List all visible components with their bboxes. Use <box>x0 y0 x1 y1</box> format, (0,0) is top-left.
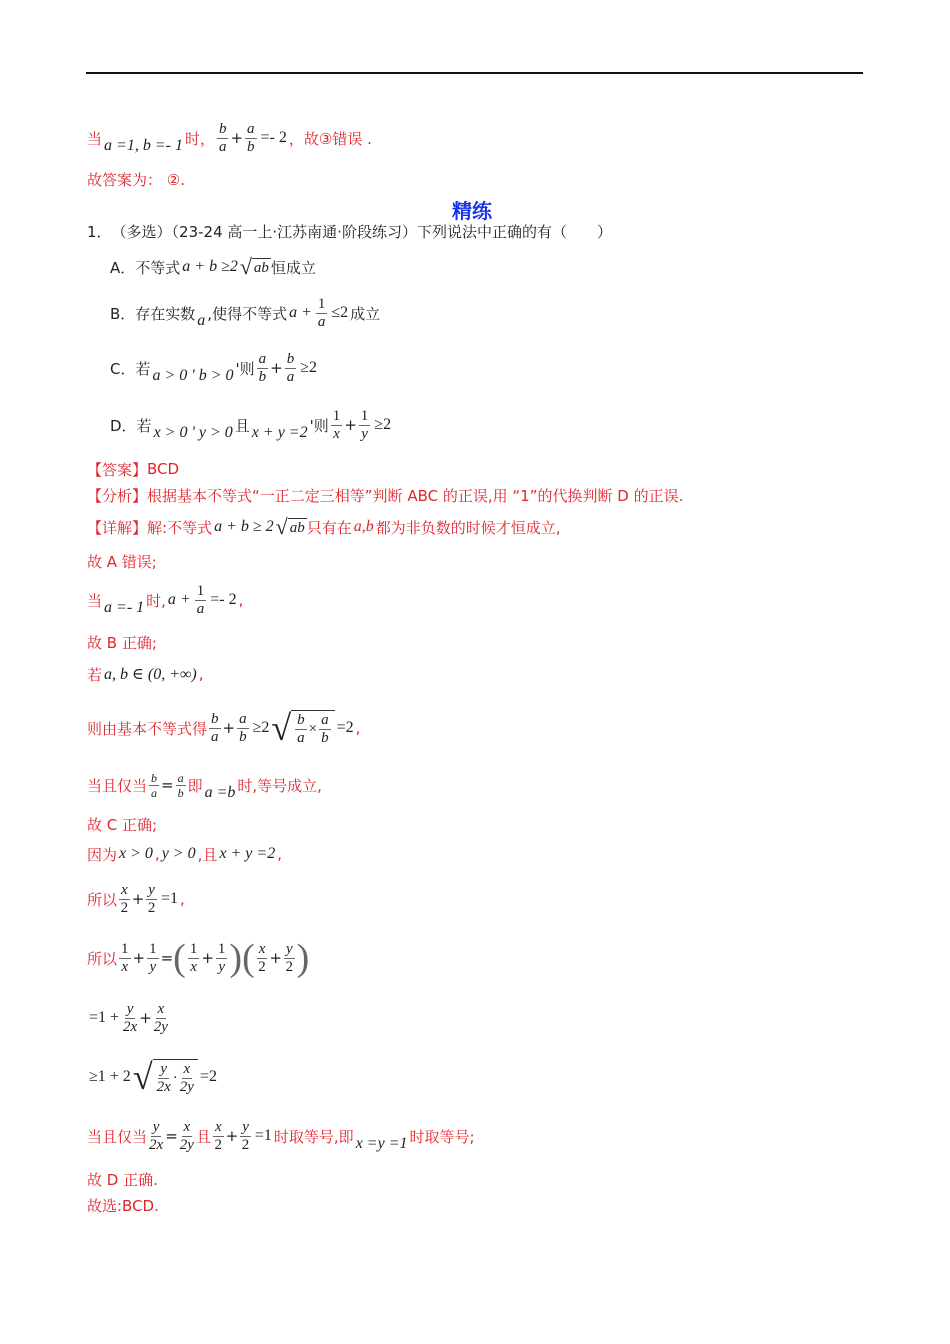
math: a + <box>167 591 191 608</box>
num: x <box>157 1000 165 1017</box>
fraction <box>119 941 131 976</box>
fraction <box>257 941 268 976</box>
sqrt: √ ab <box>239 254 269 279</box>
text: ,且 <box>197 845 218 864</box>
num: x <box>258 940 266 957</box>
den: 2x <box>149 1136 164 1153</box>
math: =1 <box>160 890 178 907</box>
den: 2 <box>285 958 294 975</box>
num: x <box>183 1060 191 1077</box>
option-c <box>110 350 319 385</box>
num: 1 <box>317 295 326 312</box>
answer-line <box>87 457 179 481</box>
math: x + y =2 <box>219 845 276 862</box>
num: x <box>214 1118 222 1135</box>
fraction <box>316 296 328 331</box>
fraction <box>180 1119 194 1154</box>
radicand: ab <box>289 519 305 536</box>
den: b <box>258 368 267 385</box>
question-text: （多选）（23-24 高一上·江苏南通·阶段练习）下列说法中正确的有（ ） <box>111 222 612 241</box>
text: , <box>355 719 361 737</box>
math: x =y =1 <box>355 1135 408 1152</box>
text: 即 <box>187 776 203 795</box>
text: 解:不等式 <box>147 518 213 537</box>
den: 2 <box>214 1136 223 1153</box>
den: 2y <box>179 1136 194 1153</box>
den: a <box>151 785 158 800</box>
den: y <box>361 425 368 442</box>
den: 2 <box>147 899 156 916</box>
analysis-tag: 【分析】 <box>87 486 148 505</box>
num: b <box>151 770 158 785</box>
math: =2 <box>199 1068 217 1085</box>
num: a <box>258 350 267 367</box>
text: 当 <box>87 591 103 610</box>
prev-line-1 <box>87 120 372 155</box>
den: a <box>297 729 305 746</box>
c-line-2 <box>87 708 361 748</box>
prev-line-2: 故答案为： ②. <box>87 170 185 189</box>
math: a > 0 ' b > 0 <box>152 367 234 384</box>
text: 只有在 <box>306 518 352 537</box>
fraction <box>295 712 307 747</box>
analysis-line <box>87 483 683 507</box>
d-line-3 <box>87 937 310 979</box>
math: ≥2 <box>300 359 317 376</box>
fraction <box>123 1001 137 1036</box>
math: a <box>197 312 206 329</box>
text: 因为 <box>87 845 118 864</box>
text: 且 <box>195 1127 211 1146</box>
den: b <box>247 138 255 155</box>
fraction <box>180 1061 194 1096</box>
op: + <box>201 949 214 967</box>
den: 2 <box>258 958 266 975</box>
text: , <box>198 665 204 683</box>
den: y <box>149 958 157 975</box>
op: × <box>308 720 318 737</box>
text: 时取等号; <box>409 1127 475 1146</box>
b-line-1 <box>87 582 244 617</box>
num: y <box>242 1118 249 1135</box>
text: 当且仅当 <box>87 1127 148 1146</box>
header-rule <box>86 72 863 74</box>
fraction <box>157 1061 171 1096</box>
d-line-1 <box>87 842 282 866</box>
fraction <box>257 351 269 386</box>
text: 所以 <box>87 890 118 909</box>
den: a <box>317 313 326 330</box>
text: 时取等号,即 <box>273 1127 354 1146</box>
den: 2x <box>123 1018 138 1035</box>
fraction <box>149 1119 163 1154</box>
den: 2y <box>179 1078 194 1095</box>
sqrt: √ $\frac{b}{a}$ × $\frac{a}{b}$ <box>271 707 334 749</box>
text: A．不等式 <box>110 258 181 277</box>
fraction <box>284 941 295 976</box>
text: 所以 <box>87 949 118 968</box>
fraction <box>245 121 257 156</box>
text: 则由基本不等式得 <box>87 719 208 738</box>
text: 时,等号成立, <box>237 776 322 795</box>
fraction <box>146 882 157 917</box>
paren: ( <box>242 937 255 979</box>
option-b <box>110 295 381 330</box>
num: 1 <box>196 582 205 599</box>
fraction <box>217 121 229 156</box>
math: a + <box>289 304 312 321</box>
den: b <box>177 785 184 800</box>
c-right: 故 C 正确; <box>87 815 158 834</box>
op: + <box>230 129 244 147</box>
den: a <box>196 600 205 617</box>
op: = <box>165 1127 178 1145</box>
fraction <box>285 351 297 386</box>
num: 1 <box>332 407 341 424</box>
math: a =1, b =- 1 <box>104 137 183 154</box>
analysis-text: 根据基本不等式“一正二定三相等”判断 ABC 的正误,用 “1”的代换判断 D 的正误. <box>147 486 684 505</box>
math: a,b <box>353 518 374 535</box>
den: y <box>218 958 225 975</box>
op: + <box>225 1127 239 1145</box>
paren: ) <box>296 937 310 979</box>
num: b <box>286 350 295 367</box>
math: x > 0 ' y > 0 <box>153 424 233 441</box>
den: 2y <box>153 1018 168 1035</box>
fraction <box>188 941 200 976</box>
num: 1 <box>360 407 369 424</box>
op: + <box>131 890 145 908</box>
op: + <box>222 719 236 737</box>
fraction <box>216 941 228 976</box>
d-line-5 <box>87 1057 219 1097</box>
fraction <box>240 1119 251 1154</box>
question-stem <box>87 219 612 243</box>
sqrt: √ ab <box>275 514 305 539</box>
fraction <box>119 882 130 917</box>
text: 都为非负数的时候才恒成立, <box>375 518 561 537</box>
text: 恒成立 <box>270 258 316 277</box>
option-d <box>110 407 393 442</box>
den: b <box>239 728 247 745</box>
text: ,使得不等式 <box>207 304 288 323</box>
d-line-6 <box>87 1118 475 1153</box>
den: 2 <box>120 899 129 916</box>
section-title: 精练 <box>452 199 492 223</box>
den: 2 <box>241 1136 250 1153</box>
num: a <box>239 710 247 727</box>
fraction <box>359 408 371 443</box>
op: + <box>344 416 357 434</box>
text: 当且仅当 <box>87 776 148 795</box>
text: 时, <box>146 591 166 610</box>
question-number: 1． <box>87 222 112 241</box>
text: D．若 <box>110 416 152 435</box>
text: , <box>238 591 244 609</box>
fraction <box>154 1001 168 1036</box>
b-right: 故 B 正确; <box>87 633 157 652</box>
c-line-3 <box>87 770 322 801</box>
den: b <box>321 729 329 746</box>
d-right: 故 D 正确. <box>87 1170 158 1189</box>
num: y <box>285 940 293 957</box>
text: , <box>277 845 282 863</box>
fraction <box>319 712 331 747</box>
num: b <box>297 711 305 728</box>
text: 若 <box>87 665 103 684</box>
num: 1 <box>121 940 129 957</box>
math: y > 0 <box>161 845 196 862</box>
fraction <box>209 711 221 746</box>
op: + <box>269 949 282 967</box>
math: ≥2 <box>252 719 270 736</box>
answer-value: BCD <box>147 460 180 478</box>
text: C．若 <box>110 359 151 378</box>
math: =1 <box>254 1127 272 1144</box>
fraction <box>176 771 186 800</box>
text: , <box>179 890 185 908</box>
op: + <box>270 359 283 377</box>
den: a <box>211 728 219 745</box>
den: x <box>121 958 129 975</box>
text: B．存在实数 <box>110 304 196 323</box>
detail-tag: 【详解】 <box>87 518 148 537</box>
num: 1 <box>189 940 198 957</box>
num: a <box>177 770 184 785</box>
fraction <box>195 583 207 618</box>
op: + <box>139 1009 152 1027</box>
text: 故③错误 . <box>303 129 372 148</box>
den: a <box>218 138 227 155</box>
den: x <box>333 425 340 442</box>
den: x <box>190 958 197 975</box>
fraction <box>331 408 343 443</box>
answer-tag: 【答案】 <box>87 460 148 479</box>
text: 当 <box>87 129 103 148</box>
paren: ( <box>173 937 186 979</box>
math: =1 + <box>89 1009 120 1026</box>
math: a + b ≥ 2 <box>214 518 274 535</box>
d-line-2 <box>87 881 185 916</box>
text: 成立 <box>350 304 381 323</box>
math: a =b <box>204 784 236 801</box>
math: x + y =2 <box>251 424 308 441</box>
detail-line <box>87 515 561 539</box>
num: b <box>218 120 227 137</box>
text: '则 <box>309 416 329 435</box>
num: b <box>211 710 219 727</box>
final-answer: 故选:BCD. <box>87 1196 159 1215</box>
math: =- 2 <box>260 129 287 146</box>
den: 2x <box>156 1078 171 1095</box>
num: x <box>121 881 128 898</box>
math: ≥2 <box>374 416 392 433</box>
num: y <box>126 1000 134 1017</box>
radicand: ab <box>253 259 269 276</box>
option-a <box>110 255 316 279</box>
num: a <box>247 120 255 137</box>
num: 1 <box>217 940 226 957</box>
sqrt: √ $\frac{y}{2x}$ · $\frac{x}{2y}$ <box>133 1056 198 1098</box>
d-line-4 <box>87 1000 170 1035</box>
fraction <box>149 771 159 800</box>
text: ， <box>288 129 304 148</box>
fraction <box>237 711 249 746</box>
math: x > 0 <box>119 845 153 862</box>
num: x <box>183 1118 191 1135</box>
math: a + b ≥2 <box>182 258 238 275</box>
op: + <box>132 949 146 967</box>
num: y <box>148 881 155 898</box>
text: , <box>154 845 160 863</box>
math: ≥1 + 2 <box>89 1068 131 1085</box>
math: ≤2 <box>331 304 349 321</box>
text: 时， <box>184 129 215 148</box>
radicand <box>153 1059 198 1096</box>
num: y <box>152 1118 160 1135</box>
c-line-1 <box>87 662 204 686</box>
radicand <box>291 710 334 747</box>
op: = <box>160 949 174 967</box>
text: 且 <box>234 416 250 435</box>
math: a, b ∈ (0, +∞) <box>104 666 197 683</box>
op: · <box>172 1069 178 1086</box>
text: '则 <box>235 359 255 378</box>
fraction <box>147 941 159 976</box>
math: a =- 1 <box>104 599 145 616</box>
num: a <box>321 711 329 728</box>
paren: ) <box>229 937 243 979</box>
math: =2 <box>336 719 354 736</box>
a-wrong: 故 A 错误; <box>87 552 157 571</box>
math: =- 2 <box>210 591 237 608</box>
fraction <box>213 1119 224 1154</box>
den: a <box>286 368 295 385</box>
num: y <box>160 1060 167 1077</box>
num: 1 <box>149 940 157 957</box>
op: = <box>161 776 174 794</box>
